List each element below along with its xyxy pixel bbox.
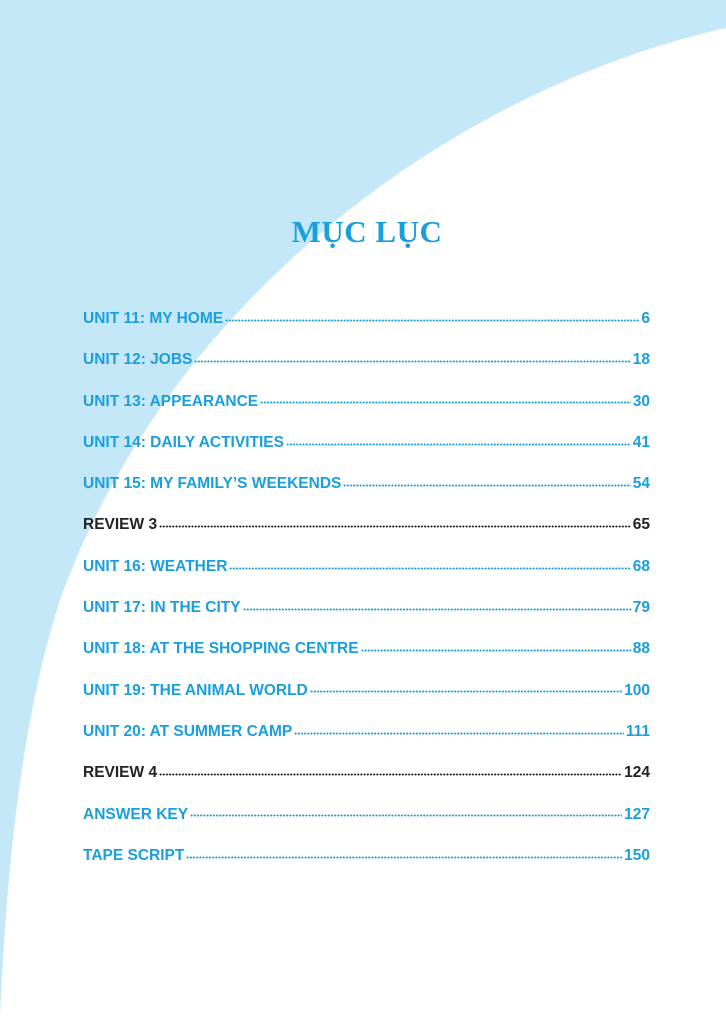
toc-entry[interactable] xyxy=(83,681,650,722)
toc-entry-page: 124 xyxy=(624,764,650,782)
toc-entry[interactable] xyxy=(83,350,650,391)
toc-entry-page: 79 xyxy=(632,599,650,617)
toc-entry-label: UNIT 20: AT SUMMER CAMP xyxy=(83,722,293,740)
toc-entry-label: UNIT 14: DAILY ACTIVITIES xyxy=(83,433,284,451)
toc-entry-page: 18 xyxy=(632,351,650,369)
dot-leader xyxy=(243,597,631,611)
toc-entry-label: ANSWER KEY xyxy=(83,805,189,823)
toc-entry-label: REVIEW 3 xyxy=(83,516,158,534)
toc-entry[interactable] xyxy=(83,722,650,763)
toc-entry[interactable] xyxy=(83,846,650,887)
toc-entry-page: 127 xyxy=(624,805,650,823)
toc-entry-page: 6 xyxy=(641,310,650,327)
toc-entry-page: 41 xyxy=(632,433,650,451)
page-title: MỤC LỤC xyxy=(291,214,443,249)
toc-entry[interactable] xyxy=(83,474,650,515)
dot-leader xyxy=(310,680,622,694)
toc-entry-label: UNIT 11: MY HOME xyxy=(83,310,224,327)
toc-entry-page: 54 xyxy=(632,475,650,493)
toc-entry[interactable] xyxy=(83,598,650,639)
toc-entry-label: UNIT 12: JOBS xyxy=(83,351,193,369)
toc-entry-page: 65 xyxy=(632,516,650,534)
dot-leader xyxy=(186,845,622,859)
dot-leader xyxy=(159,514,631,528)
toc-entry[interactable] xyxy=(83,392,650,433)
toc-entry-label: TAPE SCRIPT xyxy=(83,846,185,864)
toc-entry-label: REVIEW 4 xyxy=(83,764,158,782)
toc-entry[interactable] xyxy=(83,639,650,680)
toc-entry-label: UNIT 18: AT THE SHOPPING CENTRE xyxy=(83,640,359,658)
dot-leader xyxy=(194,349,630,363)
toc-entry[interactable] xyxy=(83,805,650,846)
toc-entry-label: UNIT 17: IN THE CITY xyxy=(83,599,241,617)
toc-entry-page: 30 xyxy=(632,392,650,410)
dot-leader xyxy=(294,721,624,735)
toc-entry[interactable] xyxy=(83,433,650,474)
table-of-contents xyxy=(83,309,650,887)
toc-entry[interactable] xyxy=(83,309,650,350)
dot-leader xyxy=(190,804,622,818)
toc-entry-label: UNIT 16: WEATHER xyxy=(83,557,228,575)
toc-entry-page: 88 xyxy=(632,640,650,658)
toc-entry[interactable] xyxy=(83,557,650,598)
dot-leader xyxy=(159,762,622,776)
dot-leader xyxy=(225,308,639,322)
dot-leader xyxy=(286,432,631,446)
dot-leader xyxy=(343,473,630,487)
dot-leader xyxy=(229,556,630,570)
toc-entry-label: UNIT 19: THE ANIMAL WORLD xyxy=(83,681,308,699)
toc-entry-page: 111 xyxy=(625,722,650,740)
toc-entry-label: UNIT 15: MY FAMILY’S WEEKENDS xyxy=(83,475,342,493)
toc-entry-page: 100 xyxy=(624,681,650,699)
toc-entry-page: 68 xyxy=(632,557,650,575)
toc-entry-page: 150 xyxy=(624,846,650,864)
toc-entry[interactable] xyxy=(83,763,650,804)
toc-entry-label: UNIT 13: APPEARANCE xyxy=(83,392,259,410)
toc-entry[interactable] xyxy=(83,515,650,556)
dot-leader xyxy=(361,638,631,652)
dot-leader xyxy=(260,391,631,405)
